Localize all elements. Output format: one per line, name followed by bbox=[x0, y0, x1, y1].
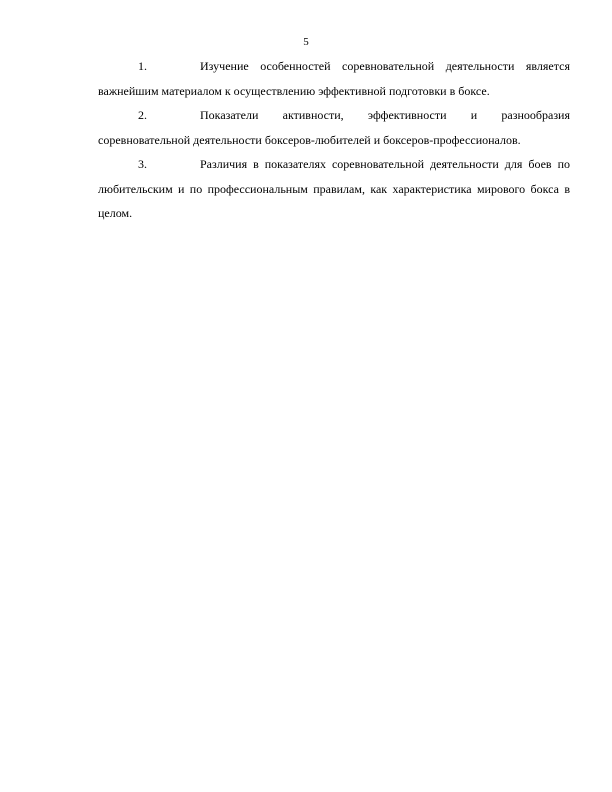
list-item bbox=[98, 54, 570, 103]
list-item-text: Показатели активности, эффективности и разнообразия соревновательной деятельности боксеров-любителей и боксеров-профессионалов. bbox=[98, 108, 570, 147]
list-item bbox=[98, 103, 570, 152]
list-item-text: Различия в показателях соревновательной деятельности для боев по любительским и по профессиональным правилам, как характеристика мирового бокса в целом. bbox=[98, 157, 570, 220]
numbered-list bbox=[98, 54, 570, 226]
list-item-number: 1. bbox=[138, 59, 147, 73]
list-item bbox=[98, 152, 570, 226]
list-item-text: Изучение особенностей соревновательной деятельности является важнейшим материалом к осуществлению эффективной подготовки в боксе. bbox=[98, 59, 570, 98]
page-number: 5 bbox=[303, 36, 309, 48]
list-item-number: 3. bbox=[138, 157, 147, 171]
list-item-number: 2. bbox=[138, 108, 147, 122]
